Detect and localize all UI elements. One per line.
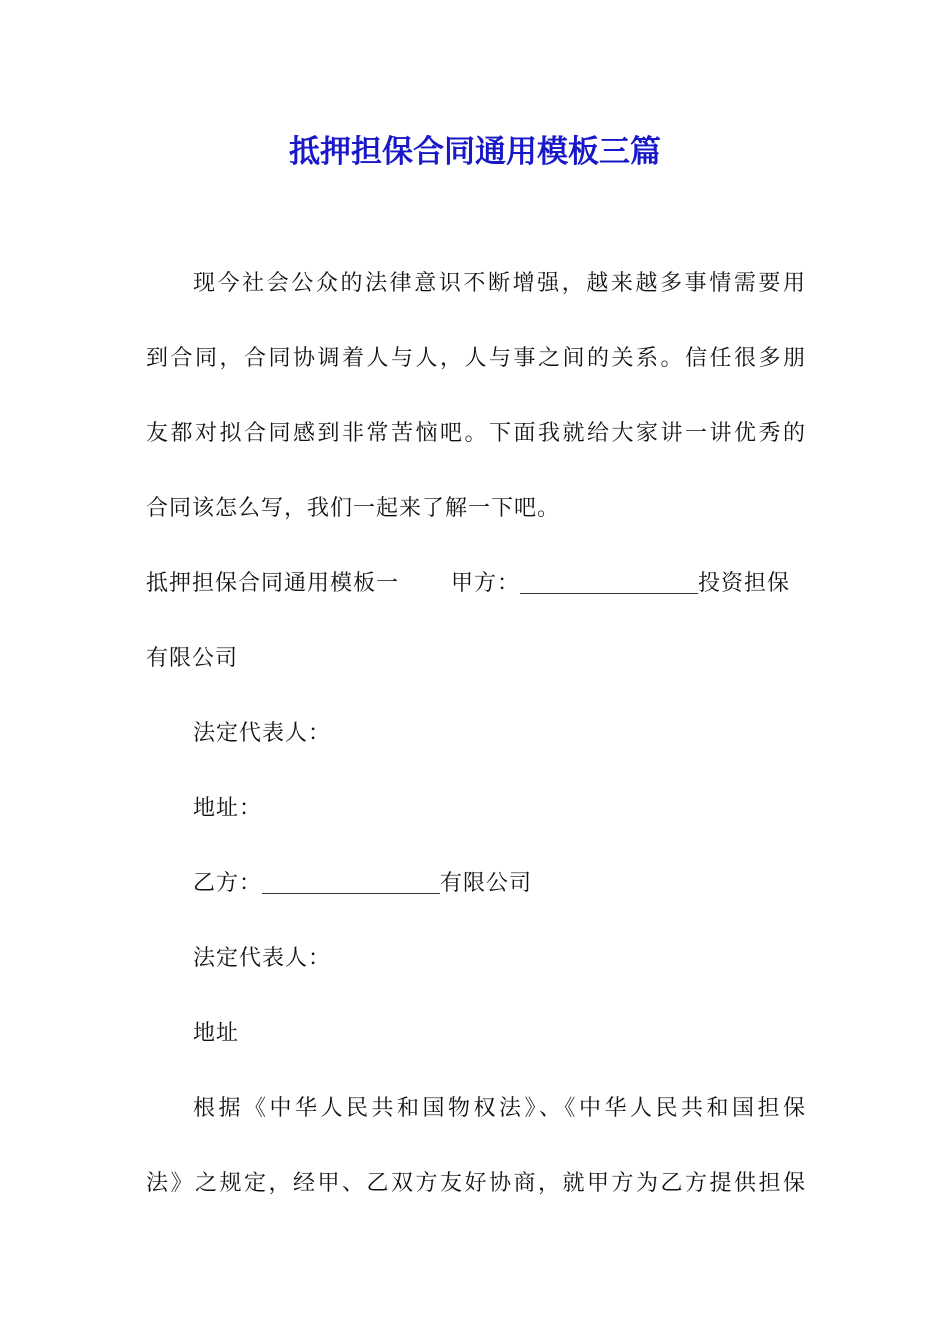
intro-line-2: 到合同，合同协调着人与人，人与事之间的关系。信任很多朋 bbox=[146, 346, 806, 371]
template-one-heading-line bbox=[146, 564, 806, 604]
party-b-label: 乙方： bbox=[193, 871, 263, 896]
intro-line-4: 合同该怎么写，我们一起来了解一下吧。 bbox=[146, 496, 561, 521]
party-a-address: 地址： bbox=[193, 796, 263, 821]
party-a-label: 甲方： bbox=[451, 571, 521, 596]
party-b-address: 地址 bbox=[193, 1021, 240, 1046]
basis-line-2: 法》之规定，经甲、乙双方友好协商，就甲方为乙方提供担保 bbox=[146, 1171, 806, 1196]
template-one-heading: 抵押担保合同通用模板一 bbox=[146, 571, 400, 596]
intro-line-1: 现今社会公众的法律意识不断增强，越来越多事情需要用 bbox=[193, 271, 806, 296]
party-b-suffix: 有限公司 bbox=[440, 871, 533, 896]
intro-line-3: 友都对拟合同感到非常苦恼吧。下面我就给大家讲一讲优秀的 bbox=[146, 421, 806, 446]
party-a-rep: 法定代表人： bbox=[193, 721, 332, 746]
party-b-rep: 法定代表人： bbox=[193, 946, 332, 971]
party-a-blank bbox=[520, 569, 698, 594]
party-a-suffix-cont: 有限公司 bbox=[146, 646, 239, 671]
party-a-suffix: 投资担保 bbox=[698, 571, 791, 596]
basis-line-1: 根据《中华人民共和国物权法》、《中华人民共和国担保 bbox=[193, 1096, 806, 1121]
party-b-blank bbox=[262, 869, 440, 894]
document-title: 抵押担保合同通用模板三篇 bbox=[289, 134, 661, 170]
party-b-line bbox=[193, 864, 806, 904]
